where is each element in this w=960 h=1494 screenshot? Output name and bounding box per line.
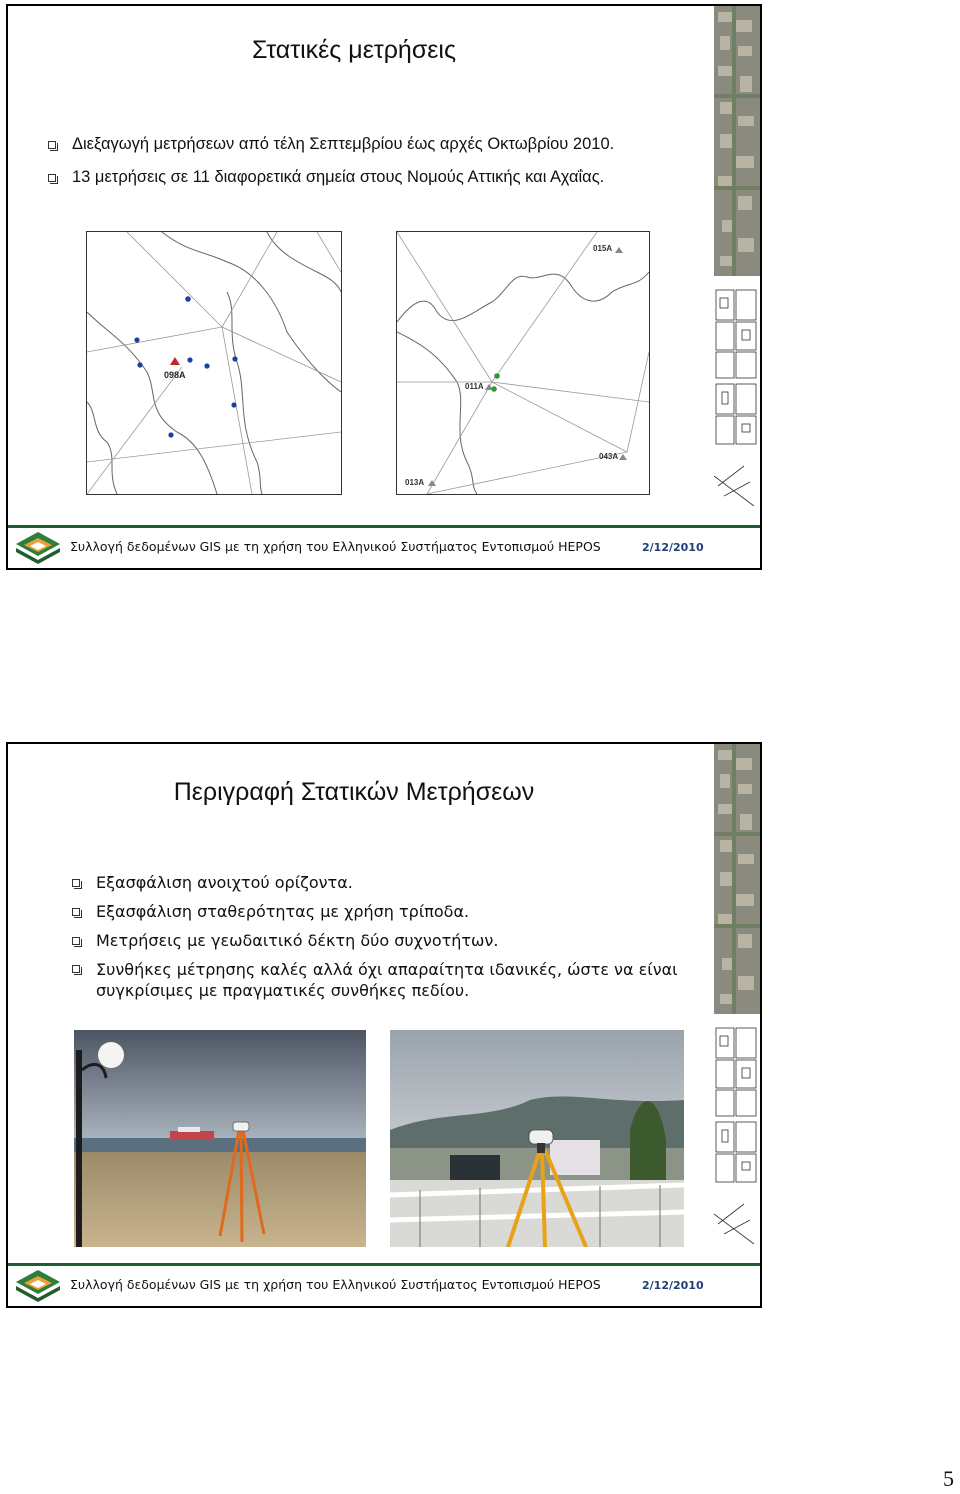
bullet-text-line: Συνθήκες μέτρησης καλές αλλά όχι απαραίτητα ιδανικές, ώστε να είναι: [96, 960, 678, 979]
map-attica-drawing: [87, 232, 341, 494]
bullet-item: [70, 955, 678, 1001]
checkbox-bullet-icon: [72, 965, 80, 973]
footer-date: 2/12/2010: [642, 541, 704, 554]
point-label: 015A: [593, 244, 613, 253]
bullet-text: Εξασφάλιση σταθερότητας με χρήση τρίποδα.: [96, 902, 470, 921]
checkbox-bullet-icon: [72, 879, 80, 887]
bullet-item: [70, 926, 678, 955]
point-label: 043A: [599, 452, 619, 461]
slide-title: Στατικές μετρήσεις: [251, 36, 457, 64]
checkbox-bullet-icon: [72, 908, 80, 916]
point-label: 011A: [465, 382, 484, 391]
bullet-item: [70, 868, 678, 897]
point-label: 098A: [164, 370, 186, 380]
bullet-text-line: συγκρίσιμες με πραγματικές συνθήκες πεδίου.: [96, 981, 470, 1000]
decorative-cadastral-strip: [714, 744, 760, 1264]
footer-text: Συλλογή δεδομένων GIS με τη χρήση του Ελληνικού Συστήματος Εντοπισμού HEPOS: [70, 1277, 601, 1292]
map-attica: [86, 231, 342, 495]
checkbox-bullet-icon: [48, 141, 56, 149]
slide-static-measurements: [6, 4, 762, 570]
photo-beach-image: [74, 1030, 366, 1247]
footer-date: 2/12/2010: [642, 1279, 704, 1292]
map-achaia-drawing: [397, 232, 649, 494]
footer-text: Συλλογή δεδομένων GIS με τη χρήση του Ελληνικού Συστήματος Εντοπισμού HEPOS: [70, 539, 601, 554]
photo-balcony-tripod: [390, 1030, 684, 1247]
bullet-text: Εξασφάλιση ανοιχτού ορίζοντα.: [96, 873, 353, 892]
cadastral-image: [714, 744, 760, 1264]
bullet-item: [46, 161, 614, 194]
cadastral-image: [714, 6, 760, 526]
page-number: 5: [943, 1466, 954, 1491]
hepos-logo-icon: [14, 1268, 62, 1302]
bullet-list: [70, 868, 678, 1001]
bullet-text: 13 μετρήσεις σε 11 διαφορετικά σημεία στους Νομούς Αττικής και Αχαΐας.: [72, 168, 605, 186]
bullet-text: Διεξαγωγή μετρήσεων από τέλη Σεπτεμβρίου έως αρχές Οκτωβρίου 2010.: [72, 135, 615, 153]
bullet-item: [70, 897, 678, 926]
point-label: 013A: [405, 478, 425, 487]
slide-title: Περιγραφή Στατικών Μετρήσεων: [173, 778, 535, 806]
slide-measurement-description: [6, 742, 762, 1308]
decorative-cadastral-strip: [714, 6, 760, 526]
bullet-item: [46, 128, 614, 161]
checkbox-bullet-icon: [48, 174, 56, 182]
slide-footer: [8, 525, 760, 568]
photo-beach-tripod: [74, 1030, 366, 1247]
hepos-logo-icon: [14, 530, 62, 564]
map-achaia: [396, 231, 650, 495]
bullet-list: [46, 128, 614, 194]
photo-balcony-image: [390, 1030, 684, 1247]
slide-footer: [8, 1263, 760, 1306]
bullet-text: Μετρήσεις με γεωδαιτικό δέκτη δύο συχνοτήτων.: [96, 931, 499, 950]
checkbox-bullet-icon: [72, 937, 80, 945]
